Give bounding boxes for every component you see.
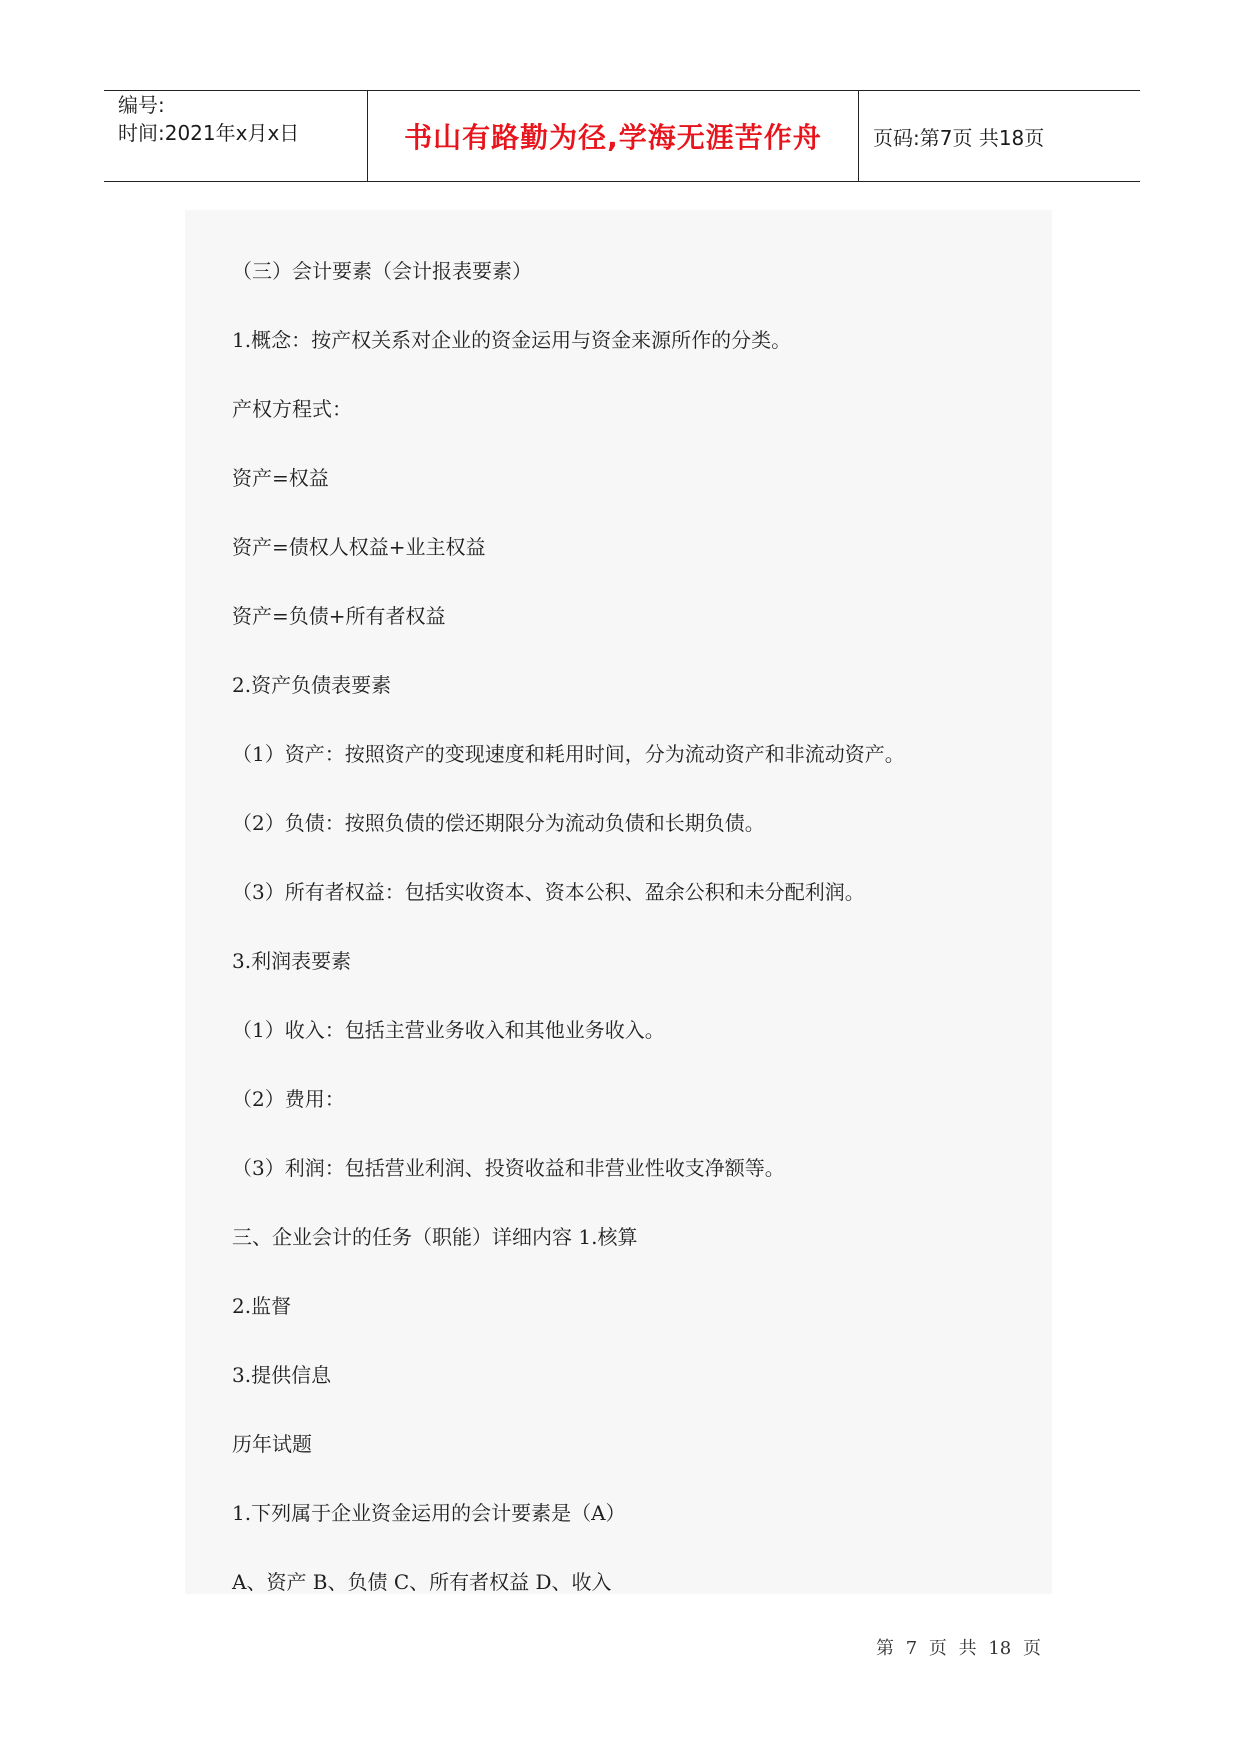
text-line: 2.资产负债表要素 — [232, 673, 392, 697]
text-line: （1）资产：按照资产的变现速度和耗用时间，分为流动资产和非流动资产。 — [232, 742, 905, 766]
text-line: 历年试题 — [232, 1432, 312, 1456]
page-footer: 第 7 页 共 18 页 — [876, 1638, 1041, 1659]
document-body — [185, 210, 1052, 1594]
page-header — [104, 90, 1140, 182]
header-meta — [104, 91, 368, 181]
text-line: A、资产 B、负债 C、所有者权益 D、收入 — [232, 1570, 612, 1594]
header-motto: 书山有路勤为径,学海无涯苦作舟 — [368, 91, 859, 181]
text-line: 资产=负债+所有者权益 — [232, 604, 446, 628]
text-line: 产权方程式： — [232, 397, 352, 421]
text-line: （3）所有者权益：包括实收资本、资本公积、盈余公积和未分配利润。 — [232, 880, 865, 904]
text-line: 资产=权益 — [232, 466, 329, 490]
header-page-info: 页码:第7页 共18页 — [873, 125, 1045, 150]
text-line: 3.利润表要素 — [232, 949, 352, 973]
text-line: （2）费用： — [232, 1087, 345, 1111]
text-line: 三、企业会计的任务（职能）详细内容 1.核算 — [232, 1225, 638, 1249]
text-line: （1）收入：包括主营业务收入和其他业务收入。 — [232, 1018, 665, 1042]
text-line: （2）负债：按照负债的偿还期限分为流动负债和长期负债。 — [232, 811, 765, 835]
text-line: 3.提供信息 — [232, 1363, 332, 1387]
document-number-label: 编号: — [118, 93, 165, 117]
text-line: 1.下列属于企业资金运用的会计要素是（A） — [232, 1501, 626, 1525]
text-line: 1.概念：按产权关系对企业的资金运用与资金来源所作的分类。 — [232, 328, 792, 352]
text-line: 2.监督 — [232, 1294, 292, 1318]
text-line: （3）利润：包括营业利润、投资收益和非营业性收支净额等。 — [232, 1156, 785, 1180]
text-line: 资产=债权人权益+业主权益 — [232, 535, 486, 559]
document-time-label: 时间:2021年x月x日 — [118, 121, 300, 145]
text-line: （三）会计要素（会计报表要素） — [232, 259, 532, 283]
